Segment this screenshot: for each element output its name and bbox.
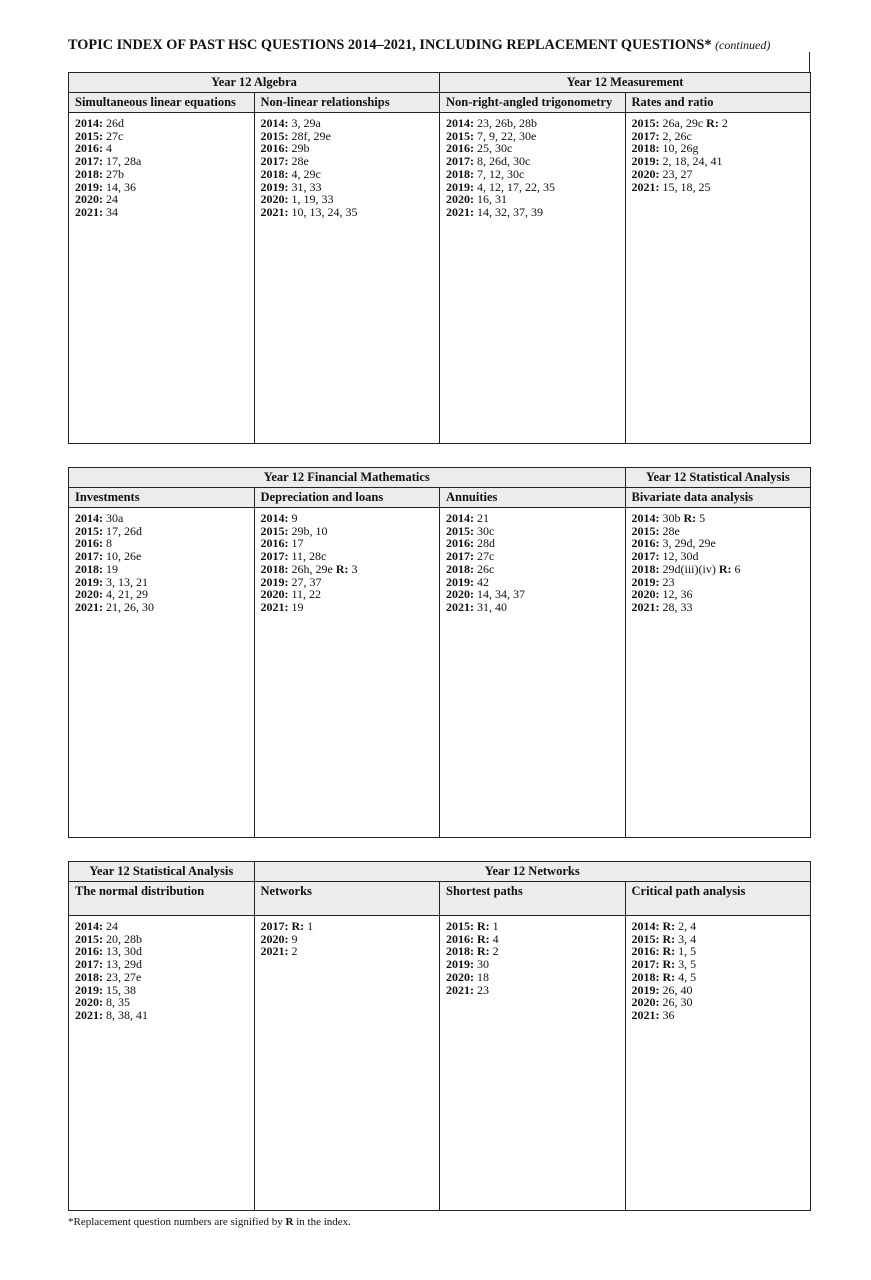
- entry-year: 2021:: [631, 599, 660, 614]
- entry-questions: 28e: [662, 523, 680, 538]
- entry-questions: 23: [662, 574, 675, 589]
- entry-year: 2018:: [631, 561, 660, 576]
- entry-questions: 24: [106, 919, 118, 933]
- topic-header: Shortest paths: [440, 882, 626, 916]
- replacement-questions: 2, 4: [678, 919, 697, 933]
- entry-questions: 2: [291, 944, 298, 959]
- entry-questions: 30a: [106, 511, 124, 525]
- entry-year: 2018:: [631, 969, 660, 984]
- entry-questions: 26, 30: [662, 995, 693, 1010]
- entry-questions: 26c: [477, 561, 495, 576]
- entry-year: 2017:: [631, 549, 660, 564]
- entry-questions: 23, 27e: [106, 969, 142, 984]
- topic-entries: [254, 113, 440, 444]
- entry-questions: 3, 13, 21: [106, 574, 148, 589]
- footnote-before: *Replacement question numbers are signified by: [68, 1216, 283, 1228]
- entry-year: 2017:: [75, 957, 103, 972]
- topic-entries: [69, 113, 255, 444]
- replacement-questions: 1, 5: [678, 944, 697, 959]
- replacement-marker: R:: [662, 969, 676, 984]
- entry-line: [261, 945, 434, 958]
- entry-year: 2019:: [260, 179, 289, 194]
- topic-header: The normal distribution: [69, 882, 255, 916]
- entry-questions: 19: [106, 561, 118, 576]
- entry-year: 2016:: [260, 141, 289, 156]
- entry-year: 2019:: [631, 574, 660, 589]
- entry-questions: 30b: [662, 511, 681, 525]
- entry-questions: 11, 28c: [291, 549, 327, 564]
- topic-entries: [69, 508, 255, 838]
- entry-questions: 26, 40: [662, 982, 693, 997]
- entry-year: 2017:: [260, 549, 289, 564]
- topic-entries: [440, 508, 626, 838]
- group-header: Year 12 Networks: [254, 862, 811, 882]
- entry-year: 2019:: [631, 154, 660, 169]
- replacement-marker: R:: [291, 919, 305, 933]
- entry-questions: 7, 12, 30c: [477, 166, 525, 181]
- replacement-questions: 3: [351, 561, 358, 576]
- entry-questions: 27b: [106, 166, 124, 181]
- entry-year: 2020:: [631, 166, 660, 181]
- entry-year: 2016:: [631, 944, 660, 959]
- entry-questions: 2, 18, 24, 41: [662, 154, 723, 169]
- entry-line: [261, 601, 434, 614]
- entry-year: 2017:: [631, 128, 660, 143]
- replacement-questions: 3, 4: [678, 931, 697, 946]
- topic-entries: [625, 916, 811, 1211]
- entry-year: 2017:: [631, 957, 660, 972]
- replacement-marker: R:: [662, 957, 676, 972]
- entry-questions: 8: [106, 536, 112, 551]
- entry-year: 2019:: [446, 574, 474, 589]
- entry-year: 2014:: [75, 511, 103, 525]
- topic-header: Non-right-angled trigonometry: [440, 93, 626, 113]
- topic-entries: [625, 508, 811, 838]
- entry-questions: 25, 30c: [477, 141, 513, 156]
- entry-year: 2020:: [260, 931, 289, 946]
- entry-questions: 31, 33: [291, 179, 322, 194]
- group-header: Year 12 Algebra: [69, 73, 440, 93]
- entry-questions: 27c: [106, 128, 124, 143]
- replacement-marker: R:: [662, 944, 676, 959]
- entry-questions: 13, 30d: [106, 944, 142, 959]
- entry-year: 2020:: [631, 995, 660, 1010]
- entry-questions: 11, 22: [291, 587, 322, 602]
- entry-year: 2018:: [446, 561, 474, 576]
- entry-questions: 20, 28b: [106, 931, 142, 946]
- entry-questions: 4, 21, 29: [106, 587, 148, 602]
- entry-year: 2021:: [446, 982, 474, 997]
- entry-questions: 4: [106, 141, 112, 156]
- entry-questions: 17, 26d: [106, 523, 142, 538]
- entry-questions: 19: [291, 599, 304, 614]
- entry-year: 2020:: [75, 192, 103, 207]
- entry-year: 2014:: [75, 116, 103, 130]
- entry-questions: 14, 36: [106, 179, 136, 194]
- entry-year: 2015:: [446, 128, 474, 143]
- entry-year: 2021:: [75, 599, 103, 614]
- entry-questions: 1, 19, 33: [291, 192, 334, 207]
- entry-year: 2018:: [75, 561, 103, 576]
- entry-questions: 8, 26d, 30c: [477, 154, 531, 169]
- algebra-measurement-table: [68, 72, 811, 444]
- entry-year: 2021:: [446, 599, 474, 614]
- entry-year: 2017:: [75, 549, 103, 564]
- entry-line: [75, 1009, 248, 1022]
- entry-questions: 17: [291, 536, 304, 551]
- entries-row: [69, 508, 811, 838]
- topic-entries: [440, 916, 626, 1211]
- topic-entries: [625, 113, 811, 444]
- entry-year: 2019:: [631, 982, 660, 997]
- entry-year: 2014:: [260, 511, 289, 525]
- entry-questions: 10, 13, 24, 35: [291, 204, 358, 219]
- entry-questions: 4, 29c: [291, 166, 321, 181]
- entry-year: 2018:: [446, 944, 474, 959]
- entry-questions: 28e: [291, 154, 309, 169]
- entry-questions: 3, 29a: [291, 116, 321, 130]
- replacement-questions: 6: [734, 561, 741, 576]
- entry-questions: 14, 32, 37, 39: [477, 204, 543, 219]
- entry-year: 2014:: [631, 511, 660, 525]
- entry-questions: 42: [477, 574, 489, 589]
- entry-questions: 16, 31: [477, 192, 507, 207]
- entry-year: 2016:: [75, 944, 103, 959]
- entry-year: 2021:: [631, 1007, 660, 1022]
- entry-questions: 36: [662, 1007, 675, 1022]
- entry-year: 2016:: [75, 141, 103, 156]
- entry-year: 2015:: [631, 116, 660, 130]
- group-header: Year 12 Measurement: [440, 73, 811, 93]
- entry-year: 2020:: [446, 192, 474, 207]
- replacement-questions: 4, 5: [678, 969, 697, 984]
- footnote-after: in the index.: [296, 1216, 351, 1228]
- entry-year: 2019:: [75, 574, 103, 589]
- entry-questions: 30: [477, 957, 489, 972]
- topic-header: Networks: [254, 882, 440, 916]
- topic-entries: [254, 916, 440, 1211]
- entry-year: 2015:: [631, 931, 660, 946]
- entry-line: [75, 601, 248, 614]
- entry-line: [446, 984, 619, 997]
- entry-questions: 31, 40: [477, 599, 507, 614]
- topic-entries: [440, 113, 626, 444]
- entry-questions: 29b, 10: [291, 523, 328, 538]
- entry-year: 2014:: [446, 511, 474, 525]
- topic-header: Depreciation and loans: [254, 488, 440, 508]
- entry-year: 2015:: [75, 931, 103, 946]
- entry-questions: 9: [291, 931, 298, 946]
- entry-year: 2021:: [260, 204, 289, 219]
- replacement-questions: 5: [699, 511, 706, 525]
- topic-header: Critical path analysis: [625, 882, 811, 916]
- statistical-networks-table: [68, 861, 811, 1211]
- entry-year: 2015:: [75, 128, 103, 143]
- entry-year: 2018:: [75, 166, 103, 181]
- entry-year: 2016:: [446, 931, 474, 946]
- entry-year: 2016:: [75, 536, 103, 551]
- entry-year: 2020:: [75, 587, 103, 602]
- entry-year: 2019:: [260, 574, 289, 589]
- entry-year: 2018:: [260, 166, 289, 181]
- topic-header: Simultaneous linear equations: [69, 93, 255, 113]
- topic-header-row: [69, 93, 811, 113]
- group-header-row: [69, 468, 811, 488]
- entry-year: 2015:: [75, 523, 103, 538]
- topic-header: Annuities: [440, 488, 626, 508]
- entry-questions: 29d(iii)(iv): [662, 561, 716, 576]
- entry-year: 2015:: [260, 523, 289, 538]
- entry-questions: 30c: [477, 523, 495, 538]
- entry-questions: 28d: [477, 536, 495, 551]
- replacement-marker: R:: [477, 919, 490, 933]
- page-title: [68, 37, 810, 55]
- entry-questions: 27, 37: [291, 574, 322, 589]
- page-title-text: TOPIC INDEX OF PAST HSC QUESTIONS 2014–2021, INCLUDING REPLACEMENT QUESTIONS*: [68, 37, 712, 53]
- entry-year: 2015:: [446, 919, 474, 933]
- entry-year: 2020:: [446, 969, 474, 984]
- entry-questions: 15, 38: [106, 982, 136, 997]
- entry-questions: 8, 35: [106, 995, 130, 1010]
- topic-header: Non-linear relationships: [254, 93, 440, 113]
- entry-line: [75, 206, 248, 219]
- replacement-questions: 1: [307, 919, 314, 933]
- topic-header: Bivariate data analysis: [625, 488, 811, 508]
- entry-questions: 24: [106, 192, 118, 207]
- entry-questions: 14, 34, 37: [477, 587, 525, 602]
- entry-questions: 9: [291, 511, 298, 525]
- group-header-row: [69, 862, 811, 882]
- entry-questions: 15, 18, 25: [662, 179, 711, 194]
- replacement-marker: R:: [718, 561, 732, 576]
- entry-questions: 28, 33: [662, 599, 693, 614]
- entries-row: [69, 113, 811, 444]
- entry-year: 2021:: [631, 179, 660, 194]
- entry-questions: 21, 26, 30: [106, 599, 154, 614]
- entry-questions: 23, 26b, 28b: [477, 116, 537, 130]
- entry-year: 2019:: [446, 179, 474, 194]
- entry-year: 2020:: [260, 587, 289, 602]
- replacement-marker: R:: [477, 931, 490, 946]
- entry-year: 2018:: [631, 141, 660, 156]
- entry-year: 2021:: [260, 599, 289, 614]
- replacement-marker: R:: [662, 931, 676, 946]
- replacement-marker: R:: [683, 511, 697, 525]
- entry-year: 2014:: [631, 919, 660, 933]
- entry-year: 2016:: [260, 536, 289, 551]
- replacement-marker: R:: [706, 116, 719, 130]
- topic-header-row: [69, 882, 811, 916]
- entry-questions: 34: [106, 204, 118, 219]
- entry-questions: 4, 12, 17, 22, 35: [477, 179, 555, 194]
- entry-questions: 2, 26c: [662, 128, 692, 143]
- entry-year: 2021:: [75, 1007, 103, 1022]
- replacement-marker: R:: [335, 561, 349, 576]
- entry-year: 2017:: [260, 154, 289, 169]
- entry-year: 2017:: [446, 154, 474, 169]
- entry-line: [632, 1009, 805, 1022]
- entry-year: 2018:: [446, 166, 474, 181]
- entry-year: 2017:: [75, 154, 103, 169]
- continued-label: (continued): [715, 38, 771, 52]
- entry-year: 2015:: [446, 523, 474, 538]
- group-header: Year 12 Financial Mathematics: [69, 468, 626, 488]
- entry-questions: 12, 36: [662, 587, 693, 602]
- replacement-questions: 2: [492, 944, 499, 959]
- entry-questions: 21: [477, 511, 489, 525]
- entry-questions: 8, 38, 41: [106, 1007, 148, 1022]
- topic-entries: [69, 916, 255, 1211]
- entry-year: 2017:: [260, 919, 289, 933]
- replacement-marker: R:: [477, 944, 490, 959]
- entry-questions: 29b: [291, 141, 310, 156]
- entry-questions: 26a, 29c: [662, 116, 704, 130]
- entry-questions: 26h, 29e: [291, 561, 333, 576]
- replacement-questions: 4: [492, 931, 499, 946]
- replacement-questions: 3, 5: [678, 957, 697, 972]
- group-header: Year 12 Statistical Analysis: [69, 862, 255, 882]
- financial-statistical-table: [68, 467, 811, 838]
- entry-questions: 26d: [106, 116, 124, 130]
- entry-questions: 13, 29d: [106, 957, 142, 972]
- entry-year: 2015:: [631, 523, 660, 538]
- footnote-mark: R: [285, 1216, 294, 1228]
- entry-questions: 17, 28a: [106, 154, 142, 169]
- replacement-questions: 2: [721, 116, 728, 130]
- entry-year: 2016:: [446, 536, 474, 551]
- title-rule: [809, 52, 810, 73]
- group-header: Year 12 Statistical Analysis: [625, 468, 811, 488]
- entry-questions: 23, 27: [662, 166, 693, 181]
- topic-entries: [254, 508, 440, 838]
- entry-questions: 28f, 29e: [291, 128, 331, 143]
- entry-questions: 27c: [477, 549, 495, 564]
- entry-year: 2020:: [75, 995, 103, 1010]
- entry-year: 2021:: [446, 204, 474, 219]
- entry-year: 2021:: [260, 944, 289, 959]
- entry-line: [446, 206, 619, 219]
- entry-year: 2019:: [75, 982, 103, 997]
- topic-header: Rates and ratio: [625, 93, 811, 113]
- entry-line: [632, 601, 805, 614]
- entry-year: 2020:: [631, 587, 660, 602]
- entry-line: [632, 181, 805, 194]
- entry-questions: 12, 30d: [662, 549, 699, 564]
- entry-questions: 23: [477, 982, 489, 997]
- entry-questions: 10, 26e: [106, 549, 142, 564]
- entry-questions: 3, 29d, 29e: [662, 536, 716, 551]
- entry-year: 2015:: [260, 128, 289, 143]
- entry-questions: 10, 26g: [662, 141, 699, 156]
- entry-year: 2021:: [75, 204, 103, 219]
- entry-year: 2020:: [260, 192, 289, 207]
- entry-year: 2014:: [260, 116, 289, 130]
- replacement-marker: R:: [662, 919, 676, 933]
- entry-questions: 18: [477, 969, 489, 984]
- entries-row: [69, 916, 811, 1211]
- entry-year: 2018:: [260, 561, 289, 576]
- entry-year: 2016:: [446, 141, 474, 156]
- footnote: [68, 1216, 351, 1228]
- entry-year: 2019:: [446, 957, 474, 972]
- topic-header: Investments: [69, 488, 255, 508]
- entry-line: [261, 206, 434, 219]
- replacement-questions: 1: [492, 919, 499, 933]
- entry-year: 2017:: [446, 549, 474, 564]
- entry-year: 2018:: [75, 969, 103, 984]
- entry-year: 2014:: [75, 919, 103, 933]
- entry-line: [446, 601, 619, 614]
- entry-questions: 7, 9, 22, 30e: [477, 128, 537, 143]
- entry-year: 2014:: [446, 116, 474, 130]
- entry-year: 2016:: [631, 536, 660, 551]
- group-header-row: [69, 73, 811, 93]
- topic-header-row: [69, 488, 811, 508]
- entry-year: 2020:: [446, 587, 474, 602]
- entry-year: 2019:: [75, 179, 103, 194]
